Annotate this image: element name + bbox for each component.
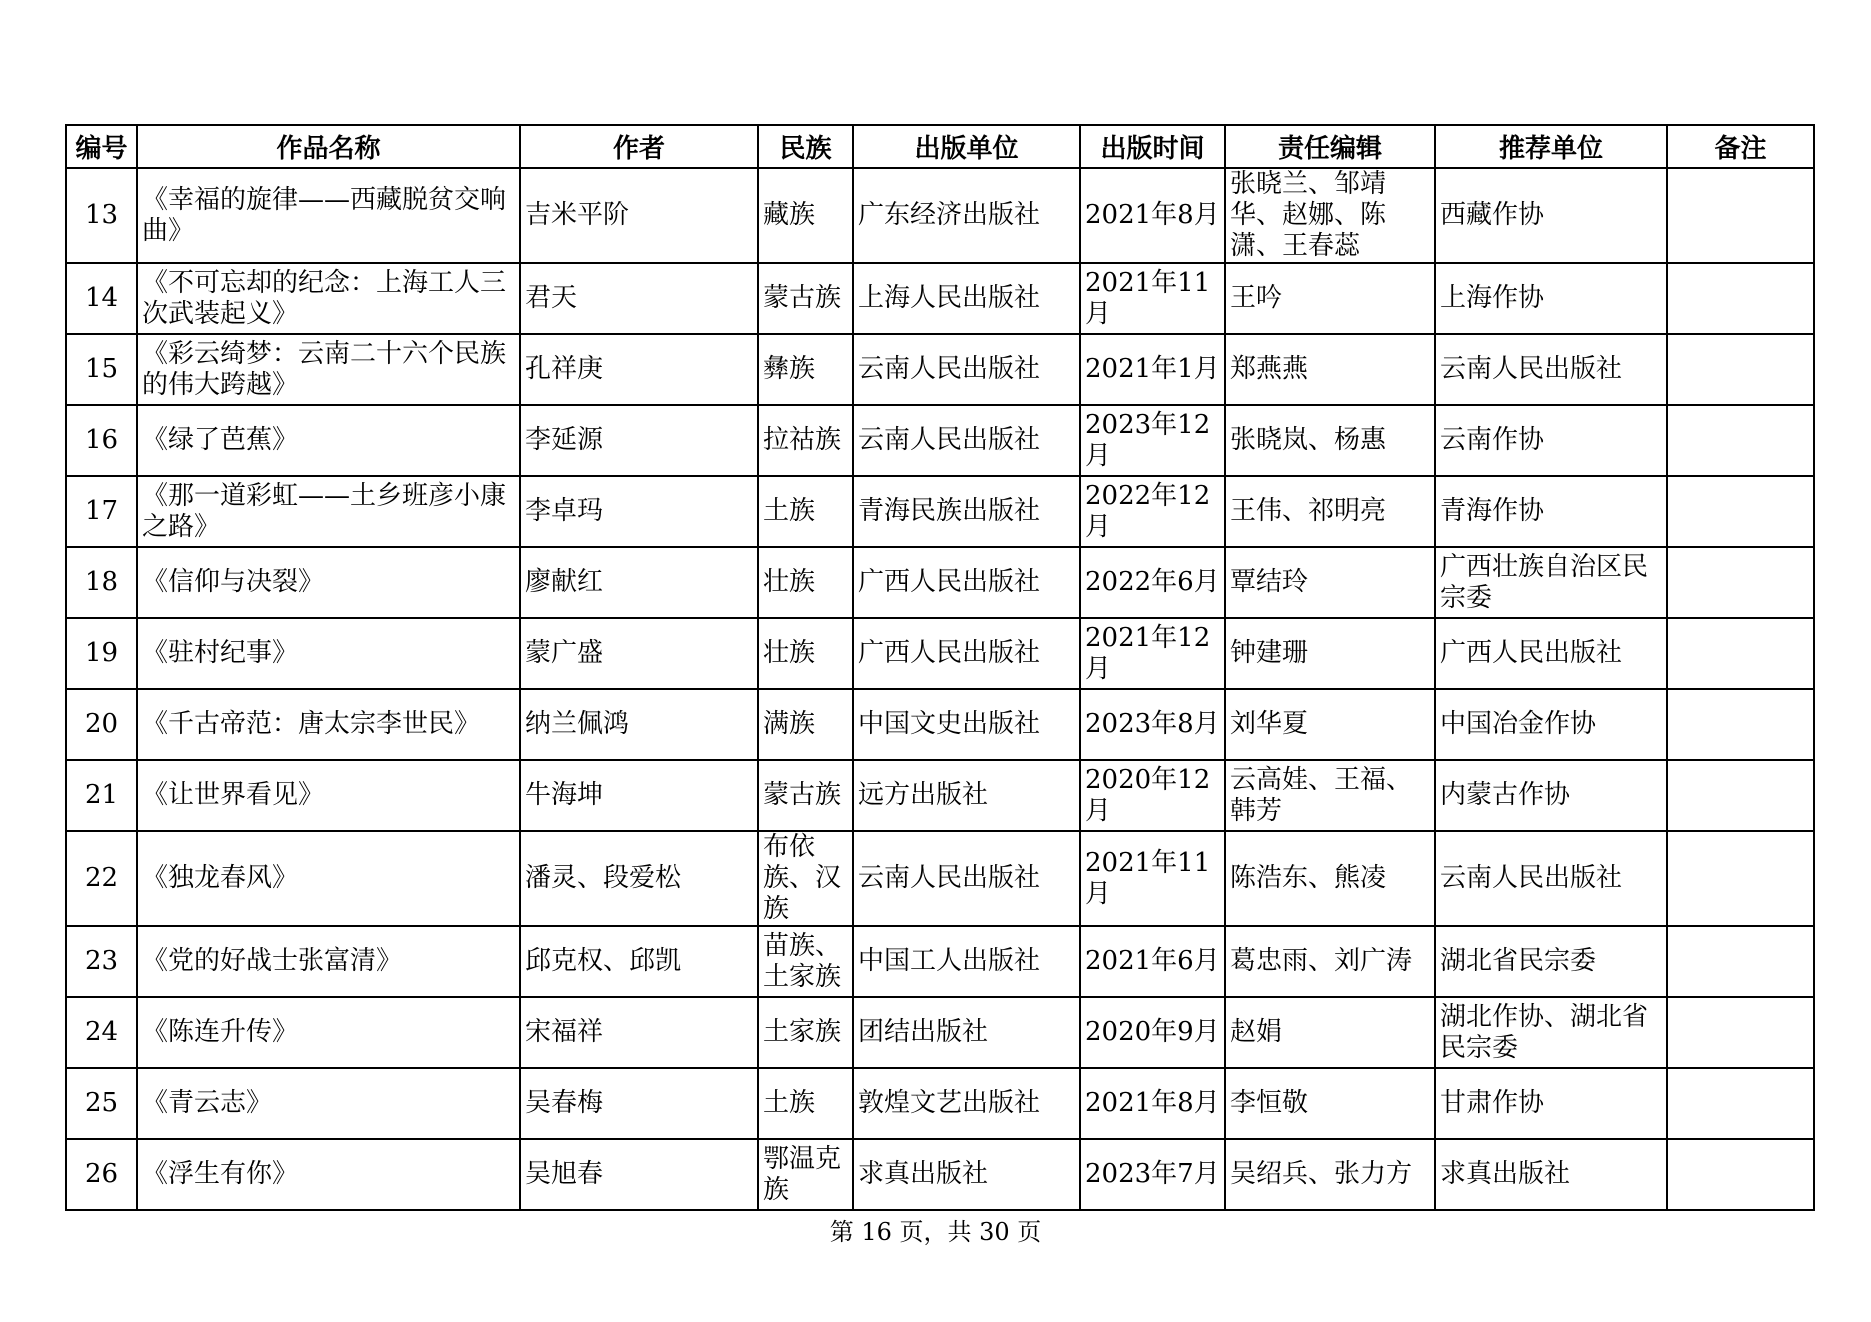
table-row bbox=[66, 476, 1814, 547]
cell-author: 纳兰佩鸿 bbox=[520, 689, 758, 760]
cell-publish-date: 2023年7月 bbox=[1080, 1139, 1225, 1210]
cell-title: 《党的好战士张富清》 bbox=[137, 926, 520, 997]
header-cell-ethnicity: 民族 bbox=[758, 125, 853, 168]
cell-ethnicity: 鄂温克族 bbox=[758, 1139, 853, 1210]
cell-ethnicity: 布依族、汉族 bbox=[758, 831, 853, 926]
table-row bbox=[66, 689, 1814, 760]
cell-number: 22 bbox=[66, 831, 137, 926]
table-row bbox=[66, 547, 1814, 618]
cell-ethnicity: 土家族 bbox=[758, 997, 853, 1068]
cell-recommender: 湖北作协、湖北省民宗委 bbox=[1435, 997, 1667, 1068]
cell-publish-date: 2021年12月 bbox=[1080, 618, 1225, 689]
table-row bbox=[66, 997, 1814, 1068]
table-row bbox=[66, 263, 1814, 334]
cell-ethnicity: 土族 bbox=[758, 476, 853, 547]
cell-publish-date: 2020年12月 bbox=[1080, 760, 1225, 831]
cell-publisher: 敦煌文艺出版社 bbox=[853, 1068, 1080, 1139]
cell-ethnicity: 满族 bbox=[758, 689, 853, 760]
cell-publisher: 上海人民出版社 bbox=[853, 263, 1080, 334]
table-row bbox=[66, 831, 1814, 926]
cell-ethnicity: 壮族 bbox=[758, 547, 853, 618]
cell-number: 13 bbox=[66, 168, 137, 263]
cell-author: 蒙广盛 bbox=[520, 618, 758, 689]
header-cell-title: 作品名称 bbox=[137, 125, 520, 168]
cell-recommender: 中国冶金作协 bbox=[1435, 689, 1667, 760]
cell-ethnicity: 蒙古族 bbox=[758, 263, 853, 334]
cell-editor: 云高娃、王福、韩芳 bbox=[1225, 760, 1435, 831]
cell-author: 廖献红 bbox=[520, 547, 758, 618]
table-row bbox=[66, 926, 1814, 997]
cell-publisher: 广西人民出版社 bbox=[853, 618, 1080, 689]
cell-number: 21 bbox=[66, 760, 137, 831]
cell-editor: 刘华夏 bbox=[1225, 689, 1435, 760]
cell-editor: 李恒敬 bbox=[1225, 1068, 1435, 1139]
cell-remarks bbox=[1667, 476, 1814, 547]
cell-remarks bbox=[1667, 618, 1814, 689]
cell-title: 《不可忘却的纪念：上海工人三次武装起义》 bbox=[137, 263, 520, 334]
cell-publish-date: 2022年12月 bbox=[1080, 476, 1225, 547]
cell-title: 《驻村纪事》 bbox=[137, 618, 520, 689]
cell-recommender: 青海作协 bbox=[1435, 476, 1667, 547]
cell-editor: 覃结玲 bbox=[1225, 547, 1435, 618]
cell-remarks bbox=[1667, 926, 1814, 997]
cell-editor: 陈浩东、熊凌 bbox=[1225, 831, 1435, 926]
cell-ethnicity: 藏族 bbox=[758, 168, 853, 263]
cell-remarks bbox=[1667, 334, 1814, 405]
header-cell-editor: 责任编辑 bbox=[1225, 125, 1435, 168]
header-row bbox=[66, 125, 1814, 168]
cell-title: 《陈连升传》 bbox=[137, 997, 520, 1068]
cell-publish-date: 2021年8月 bbox=[1080, 168, 1225, 263]
cell-publish-date: 2022年6月 bbox=[1080, 547, 1225, 618]
cell-publish-date: 2021年6月 bbox=[1080, 926, 1225, 997]
table-row bbox=[66, 405, 1814, 476]
cell-number: 16 bbox=[66, 405, 137, 476]
cell-number: 26 bbox=[66, 1139, 137, 1210]
cell-title: 《绿了芭蕉》 bbox=[137, 405, 520, 476]
cell-remarks bbox=[1667, 547, 1814, 618]
cell-recommender: 云南人民出版社 bbox=[1435, 334, 1667, 405]
cell-publisher: 云南人民出版社 bbox=[853, 334, 1080, 405]
cell-publisher: 求真出版社 bbox=[853, 1139, 1080, 1210]
cell-number: 14 bbox=[66, 263, 137, 334]
header-cell-publish-date: 出版时间 bbox=[1080, 125, 1225, 168]
cell-author: 孔祥庚 bbox=[520, 334, 758, 405]
cell-editor: 王吟 bbox=[1225, 263, 1435, 334]
cell-author: 李卓玛 bbox=[520, 476, 758, 547]
cell-recommender: 广西壮族自治区民宗委 bbox=[1435, 547, 1667, 618]
cell-number: 19 bbox=[66, 618, 137, 689]
cell-recommender: 云南作协 bbox=[1435, 405, 1667, 476]
cell-title: 《信仰与决裂》 bbox=[137, 547, 520, 618]
cell-ethnicity: 蒙古族 bbox=[758, 760, 853, 831]
cell-number: 17 bbox=[66, 476, 137, 547]
cell-recommender: 湖北省民宗委 bbox=[1435, 926, 1667, 997]
cell-number: 20 bbox=[66, 689, 137, 760]
cell-author: 吴春梅 bbox=[520, 1068, 758, 1139]
cell-title: 《让世界看见》 bbox=[137, 760, 520, 831]
cell-number: 15 bbox=[66, 334, 137, 405]
cell-ethnicity: 壮族 bbox=[758, 618, 853, 689]
cell-remarks bbox=[1667, 760, 1814, 831]
cell-publish-date: 2021年11月 bbox=[1080, 263, 1225, 334]
cell-title: 《青云志》 bbox=[137, 1068, 520, 1139]
cell-remarks bbox=[1667, 168, 1814, 263]
cell-publisher: 青海民族出版社 bbox=[853, 476, 1080, 547]
cell-editor: 钟建珊 bbox=[1225, 618, 1435, 689]
cell-publisher: 中国文史出版社 bbox=[853, 689, 1080, 760]
cell-publisher: 中国工人出版社 bbox=[853, 926, 1080, 997]
cell-publisher: 远方出版社 bbox=[853, 760, 1080, 831]
table-row bbox=[66, 1139, 1814, 1210]
cell-recommender: 西藏作协 bbox=[1435, 168, 1667, 263]
cell-recommender: 内蒙古作协 bbox=[1435, 760, 1667, 831]
cell-publisher: 云南人民出版社 bbox=[853, 831, 1080, 926]
cell-number: 25 bbox=[66, 1068, 137, 1139]
header-cell-number: 编号 bbox=[66, 125, 137, 168]
cell-author: 李延源 bbox=[520, 405, 758, 476]
cell-ethnicity: 土族 bbox=[758, 1068, 853, 1139]
cell-editor: 吴绍兵、张力方 bbox=[1225, 1139, 1435, 1210]
cell-title: 《幸福的旋律——西藏脱贫交响曲》 bbox=[137, 168, 520, 263]
cell-publish-date: 2023年8月 bbox=[1080, 689, 1225, 760]
cell-editor: 赵娟 bbox=[1225, 997, 1435, 1068]
cell-remarks bbox=[1667, 1139, 1814, 1210]
cell-editor: 郑燕燕 bbox=[1225, 334, 1435, 405]
header-cell-recommender: 推荐单位 bbox=[1435, 125, 1667, 168]
cell-ethnicity: 苗族、土家族 bbox=[758, 926, 853, 997]
header-cell-remarks: 备注 bbox=[1667, 125, 1814, 168]
cell-number: 24 bbox=[66, 997, 137, 1068]
cell-remarks bbox=[1667, 405, 1814, 476]
page-footer: 第 16 页，共 30 页 bbox=[829, 1218, 1042, 1246]
cell-publisher: 广东经济出版社 bbox=[853, 168, 1080, 263]
cell-ethnicity: 拉祜族 bbox=[758, 405, 853, 476]
works-table bbox=[65, 124, 1815, 1211]
table-header bbox=[66, 125, 1814, 168]
cell-editor: 张晓岚、杨惠 bbox=[1225, 405, 1435, 476]
cell-publish-date: 2021年11月 bbox=[1080, 831, 1225, 926]
cell-remarks bbox=[1667, 831, 1814, 926]
cell-author: 君天 bbox=[520, 263, 758, 334]
cell-publisher: 广西人民出版社 bbox=[853, 547, 1080, 618]
table-row bbox=[66, 334, 1814, 405]
table-row bbox=[66, 618, 1814, 689]
header-cell-author: 作者 bbox=[520, 125, 758, 168]
cell-editor: 王伟、祁明亮 bbox=[1225, 476, 1435, 547]
cell-author: 吉米平阶 bbox=[520, 168, 758, 263]
cell-author: 潘灵、段爱松 bbox=[520, 831, 758, 926]
cell-editor: 葛忠雨、刘广涛 bbox=[1225, 926, 1435, 997]
cell-publisher: 云南人民出版社 bbox=[853, 405, 1080, 476]
cell-publisher: 团结出版社 bbox=[853, 997, 1080, 1068]
cell-remarks bbox=[1667, 263, 1814, 334]
cell-recommender: 云南人民出版社 bbox=[1435, 831, 1667, 926]
cell-publish-date: 2021年8月 bbox=[1080, 1068, 1225, 1139]
cell-ethnicity: 彝族 bbox=[758, 334, 853, 405]
cell-author: 牛海坤 bbox=[520, 760, 758, 831]
cell-remarks bbox=[1667, 689, 1814, 760]
cell-recommender: 求真出版社 bbox=[1435, 1139, 1667, 1210]
cell-title: 《独龙春风》 bbox=[137, 831, 520, 926]
cell-title: 《那一道彩虹——土乡班彦小康之路》 bbox=[137, 476, 520, 547]
cell-recommender: 甘肃作协 bbox=[1435, 1068, 1667, 1139]
cell-title: 《千古帝范：唐太宗李世民》 bbox=[137, 689, 520, 760]
cell-number: 18 bbox=[66, 547, 137, 618]
cell-publish-date: 2020年9月 bbox=[1080, 997, 1225, 1068]
cell-author: 吴旭春 bbox=[520, 1139, 758, 1210]
cell-remarks bbox=[1667, 1068, 1814, 1139]
cell-recommender: 上海作协 bbox=[1435, 263, 1667, 334]
cell-publish-date: 2023年12月 bbox=[1080, 405, 1225, 476]
table-row bbox=[66, 168, 1814, 263]
cell-title: 《浮生有你》 bbox=[137, 1139, 520, 1210]
cell-recommender: 广西人民出版社 bbox=[1435, 618, 1667, 689]
cell-author: 邱克权、邱凯 bbox=[520, 926, 758, 997]
cell-title: 《彩云绮梦：云南二十六个民族的伟大跨越》 bbox=[137, 334, 520, 405]
cell-number: 23 bbox=[66, 926, 137, 997]
table-row bbox=[66, 1068, 1814, 1139]
table-row bbox=[66, 760, 1814, 831]
cell-remarks bbox=[1667, 997, 1814, 1068]
header-cell-publisher: 出版单位 bbox=[853, 125, 1080, 168]
cell-author: 宋福祥 bbox=[520, 997, 758, 1068]
table-body bbox=[66, 168, 1814, 1210]
cell-publish-date: 2021年1月 bbox=[1080, 334, 1225, 405]
cell-editor: 张晓兰、邹靖华、赵娜、陈潇、王春蕊 bbox=[1225, 168, 1435, 263]
